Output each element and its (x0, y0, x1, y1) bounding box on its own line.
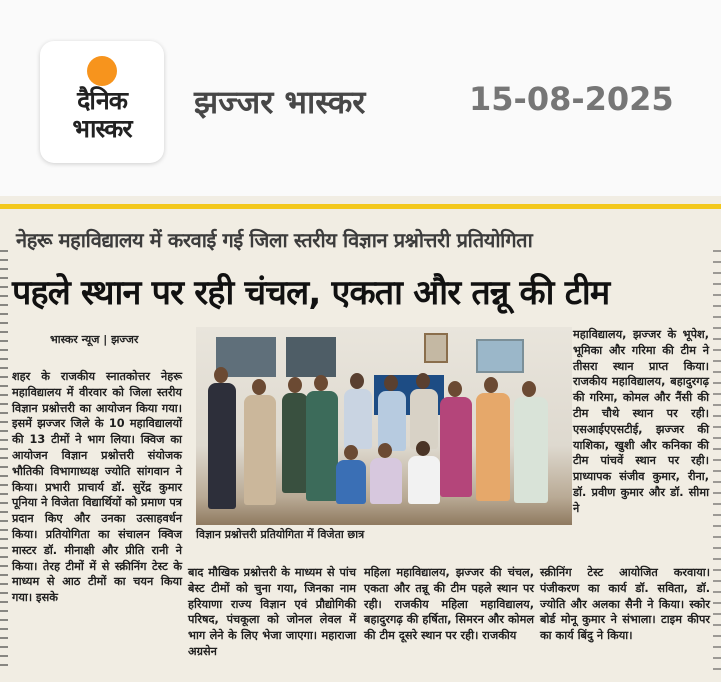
app-header (0, 0, 721, 196)
winners-photo (196, 327, 572, 525)
wall-board (286, 337, 336, 377)
article-headline: पहले स्थान पर रही चंचल, एकता और तन्नू की टीम (12, 273, 610, 313)
edition-date: 15-08-2025 (469, 80, 674, 118)
adjacent-article-edge-left (0, 250, 8, 670)
photo-caption: विज्ञान प्रश्नोत्तरी प्रतियोगिता में विजेता छात्र (196, 528, 365, 541)
article-column-5 (540, 565, 710, 644)
article-paragraph: शहर के राजकीय स्नातकोत्तर नेहरू महाविद्यालय में वीरवार को जिला स्तरीय विज्ञान प्रश्नोत्तरी का आयोजन किया गया। इसमें झज्जर जिले के 10 महाविद्यालयों की 13 टीमों ने भाग लिया। क्विज का आयोजन विज्ञान प्रश्नोत्तरी संयोजक भौतिकी विभागाध्यक्ष ज्योति सांगवान ने किया। प्रभारी प्राचार्य डॉ. सुरेंद्र कुमार पूनिया ने विजेता विद्यार्थियों को प्रमाण पत्र प्रदान किए और उनका उत्साहवर्धन किया। प्रतियोगिता का संचालन क्विज मास्टर डॉ. मीनाक्षी और प्रीति रानी ने किया। तेरह टीमों में से स्क्रीनिंग टेस्ट के माध्यम से आठ टीमों का चयन किया गया। इसके (12, 370, 182, 605)
logo-text-line-2: भास्कर (72, 114, 132, 143)
wall-map (476, 339, 524, 373)
article-paragraph: बाद मौखिक प्रश्नोत्तरी के माध्यम से पांच बेस्ट टीमों को चुना गया, जिनका नाम हरियाणा राज्य विज्ञान एवं प्रौद्योगिकी परिषद, पंचकूला को जोनल लेवल में भाग लेने के लिए भेजा जाएगा। महाराजा अग्रसेन (188, 566, 356, 658)
article-column-3 (364, 565, 534, 644)
sun-icon (87, 56, 117, 86)
dainik-bhaskar-logo[interactable] (40, 41, 164, 163)
article-column-1 (12, 369, 182, 606)
article-kicker: नेहरू महाविद्यालय में करवाई गई जिला स्तरीय विज्ञान प्रश्नोत्तरी प्रतियोगिता (16, 228, 533, 252)
wall-portrait (424, 333, 448, 363)
edition-title: झज्जर भास्कर (194, 83, 366, 121)
yellow-rule (0, 204, 721, 209)
article-byline: भास्कर न्यूज | झज्जर (50, 333, 139, 346)
article-column-2 (188, 565, 356, 660)
adjacent-article-edge-right (713, 250, 721, 670)
article-paragraph: स्क्रीनिंग टेस्ट आयोजित करवाया। पंजीकरण का कार्य डॉ. सविता, डॉ. ज्योति और अलका सैनी ने किया। स्कोर बोर्ड मोनू कुमार ने संभाला। टाइम कीपर का कार्य बिंदु ने किया। (540, 566, 710, 643)
article-column-4 (573, 327, 709, 517)
logo-text-line-1: दैनिक (77, 86, 127, 115)
article-paragraph: महाविद्यालय, झज्जर के भूपेश, भूमिका और गरिमा की टीम ने तीसरा स्थान प्राप्त किया। राजकीय महाविद्यालय, बहादुरगढ़ की गरिमा, कोमल और नैंसी की टीम चौथे स्थान पर रही। एसआईएएसटीई, झज्जर की याशिका, खुशी और कनिका की टीम पांचवें स्थान पर रही। प्राध्यापक संजीव कुमार, रीना, डॉ. प्रवीण कुमार और डॉ. सीमा ने (573, 328, 709, 515)
article-paragraph: महिला महाविद्यालय, झज्जर की चंचल, एकता और तन्नू की टीम पहले स्थान पर रही। राजकीय महिला महाविद्यालय, बहादुरगढ़ की हर्षिता, सिमरन और कोमल की टीम दूसरे स्थान पर रही। राजकीय (364, 566, 534, 643)
